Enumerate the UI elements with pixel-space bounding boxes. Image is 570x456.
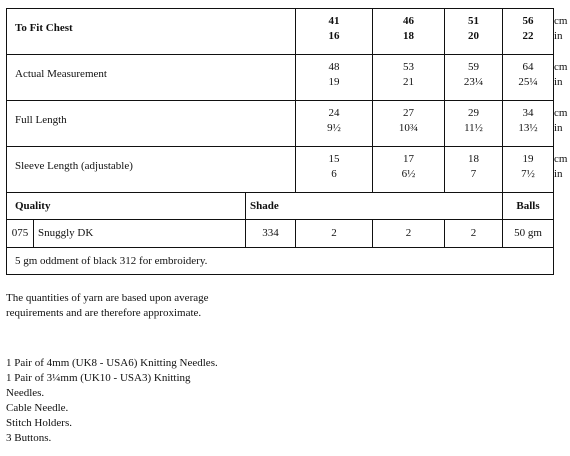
size-value [373,55,445,101]
sizes-table [6,8,568,275]
measurement-row: Sleeve Length (adjustable) 15 6 17 6½ 18 7 19 7½ cm in [7,147,554,193]
yarn-shade: 334 [246,220,296,248]
materials-item: 1 Pair of 3¼mm (UK10 - USA3) Knitting [6,372,191,384]
value-cm: 56 [522,15,534,27]
size-value [296,147,373,193]
size-value [503,101,554,147]
value-cm: 51 [468,15,479,27]
materials-item: Stitch Holders. [6,417,72,429]
size-value [503,147,554,193]
note-line: The quantities of yarn are based upon average [6,292,209,304]
yarn-name: Snuggly DK [34,220,246,248]
size-value [296,101,373,147]
footnote-row [7,248,554,275]
value-in: 20 [468,30,479,42]
materials-item: Cable Needle. [6,402,69,414]
yarn-qty: 2 [445,220,503,248]
value-in: 9½ [327,122,341,134]
size-rows [7,9,568,193]
size-value [445,55,503,101]
yarn-balls: 50 gm [503,220,554,248]
quantities-note [6,291,209,321]
size-value [445,147,503,193]
embroidery-footnote: 5 gm oddment of black 312 for embroidery. [7,248,554,275]
value-cm: 59 [468,61,479,73]
materials-list [6,356,218,446]
quality-header: Quality [7,193,246,220]
size-value [503,9,554,55]
value-cm: 46 [403,15,414,27]
yarn-qty: 2 [296,220,373,248]
row-label: Full Length [7,101,296,147]
value-in: 18 [403,30,414,42]
value-cm: 53 [403,61,414,73]
size-value [296,55,373,101]
size-value [445,101,503,147]
size-value [373,101,445,147]
value-in: 13½ [518,122,538,134]
size-value [296,9,373,55]
yarn-row [7,220,554,248]
value-cm: 17 [403,153,414,165]
value-cm: 18 [468,153,479,165]
size-value [373,9,445,55]
row-label: Actual Measurement [7,55,296,101]
value-in: 22 [522,30,534,42]
materials-item: 3 Buttons. [6,432,52,444]
yarn-header-row [7,193,554,220]
size-value [503,55,554,101]
value-cm: 19 [522,153,534,165]
value-in: 19 [328,76,340,88]
value-cm: 34 [522,107,534,119]
value-in: 6½ [401,168,416,180]
measurement-row: To Fit Chest 41 16 46 18 51 20 56 22 cm in [7,9,554,55]
value-in: 7½ [521,168,535,180]
size-value [445,9,503,55]
yarn-qty: 2 [373,220,445,248]
yarn-section [7,193,554,275]
measurement-row: Actual Measurement 48 19 53 21 59 23¼ 64 25¼ cm in [7,55,554,101]
measurement-row: Full Length 24 9½ 27 10¾ 29 11½ 34 13½ cm in [7,101,554,147]
value-in: 11½ [464,122,483,134]
value-cm: 27 [403,107,414,119]
value-cm: 15 [328,153,340,165]
value-in: 6 [331,168,337,180]
value-cm: 24 [328,107,340,119]
value-in: 16 [328,30,340,42]
materials-item: 1 Pair of 4mm (UK8 - USA6) Knitting Needles. [6,357,218,369]
size-value [373,147,445,193]
value-cm: 64 [522,61,534,73]
yarn-code: 075 [7,220,34,248]
value-in: 10¾ [398,122,419,134]
balls-header: Balls [503,193,554,220]
note-line: requirements and are therefore approximate. [6,307,202,319]
value-in: 7 [470,168,477,180]
value-in: 21 [403,76,414,88]
materials-item: Needles. [6,387,45,399]
value-cm: 41 [328,15,340,27]
value-cm: 48 [328,61,340,73]
row-label: To Fit Chest [7,9,296,55]
row-label: Sleeve Length (adjustable) [7,147,296,193]
value-in: 25¼ [518,76,538,88]
value-in: 23¼ [463,76,484,88]
value-cm: 29 [468,107,479,119]
shade-header: Shade [246,193,503,220]
